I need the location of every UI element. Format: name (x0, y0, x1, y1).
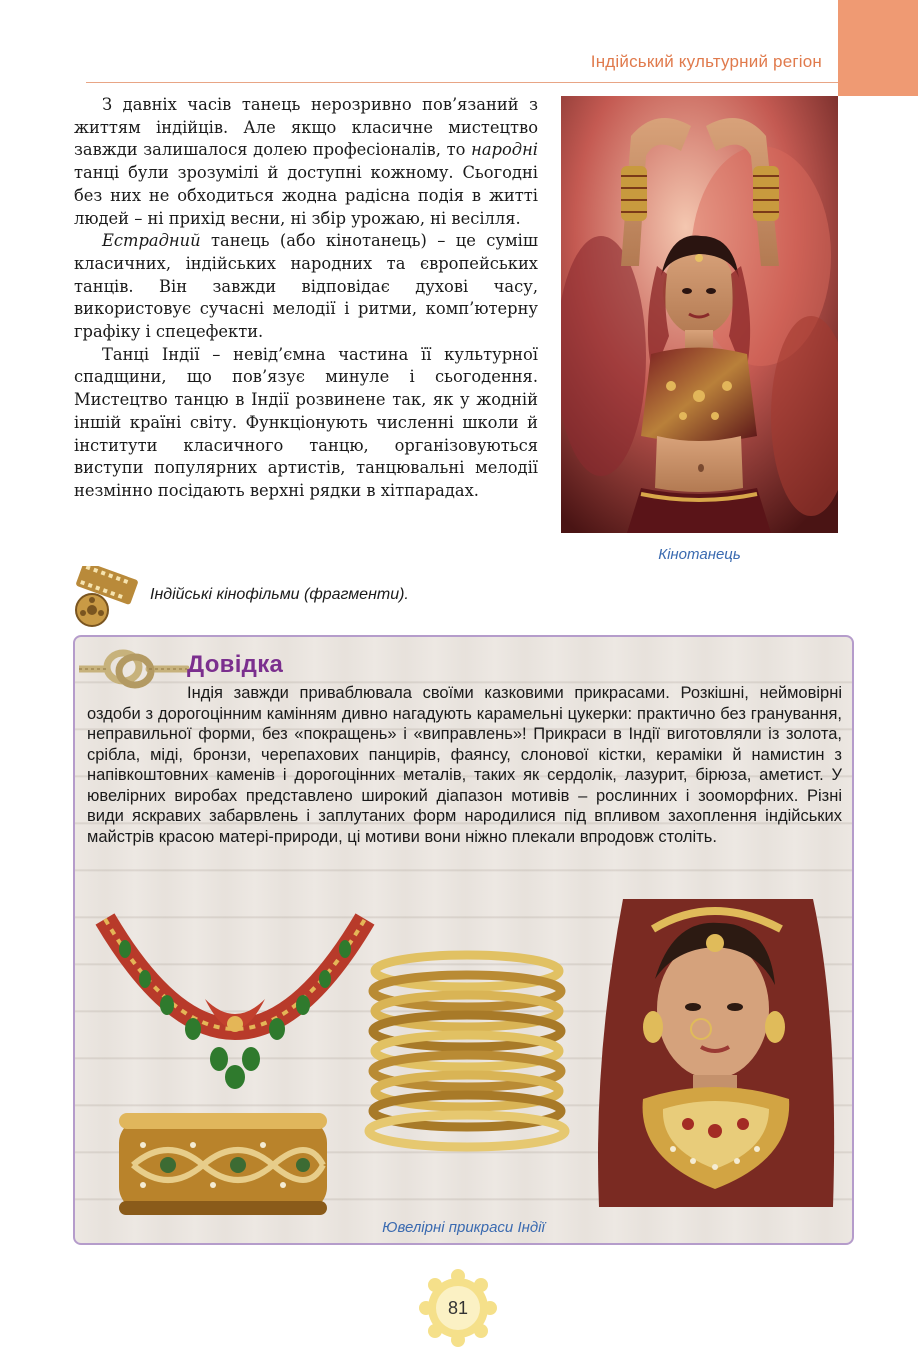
page-number-badge (418, 1268, 498, 1348)
jewelry-caption: Ювелірні прикраси Індії (382, 1219, 545, 1236)
article-paragraph-3: Танці Індії – невід’ємна частина її культурної спадщини, що пов’язує минуле і сьогодення. Мистецтво танцю в Індії розвинене так, як у жодній іншій країні світу. Функціонують численні школи й інститути класичного танцю, організовуються виступи популярних артистів, танцювальні мелодії незмінно посідають верхні рядки в хітпарадах. (74, 344, 538, 500)
reference-box (73, 635, 854, 1245)
dancer-illustration (561, 96, 838, 533)
dance-photo (561, 96, 838, 533)
page-header-title: Індійський культурний регіон (590, 52, 822, 71)
reference-box-text: Індія завжди приваблювала своїми казковими прикрасами. Розкішні, неймовірні оздоби з дорогоцінним камінням дивно нагадують карамельні цукерки: практично без гранування, неправильної форми, без «покращень» і «виправлень»! Прикраси в Індії виготовляли із золота, срібла, міді, бронзи, черепахових панцирів, фаянсу, слонової кістки, кераміки й намистин з напівкоштовних каменів і дорогоцінних металів, таких як сердолік, лазурит, бірюза, аметист. У ювелірних виробах представлено широкий діапазон мотивів – рослинних і зооморфних. Різні види яскравих забарвлень і заплутаних форм народилися під впливом захоплення індійських майстрів красою матері-природи, ці мотиви вони ніжно плекали впродовж століть. (87, 684, 842, 846)
film-fragments-link[interactable]: Індійські кінофільми (фрагменти). (150, 586, 409, 603)
page-number: 81 (447, 1298, 469, 1318)
bangles-image (357, 949, 577, 1159)
bracelet-image (113, 1105, 333, 1220)
reference-box-title: Довідка (187, 651, 284, 678)
jewelry-portrait-image (593, 899, 839, 1207)
corner-tab (838, 0, 918, 96)
article-text (74, 94, 538, 503)
header-divider (86, 82, 838, 83)
article-paragraph-1: З давніх часів танець нерозривно пов’язаний з життям індійців. Але якщо класичне мистецтво завжди залишалося долею професіоналів, то народні танці були зрозумілі й доступні кожному. Сьогодні без них не обходиться жодна радісна подія в житті людей – ні прихід весни, ні збір урожаю, ні весілля. (74, 95, 538, 228)
necklace-image (95, 909, 375, 1089)
article-paragraph-2: Естрадний танець (або кінотанець) – це суміш класичних, індійських народних та європейських танців. Він завжди відповідає духові часу, використовує сучасні мелодії і ритми, комп’ютерну графіку і спецефекти. (74, 231, 538, 342)
film-reel-icon[interactable] (72, 566, 144, 628)
dance-photo-caption: Кінотанець (658, 546, 741, 563)
